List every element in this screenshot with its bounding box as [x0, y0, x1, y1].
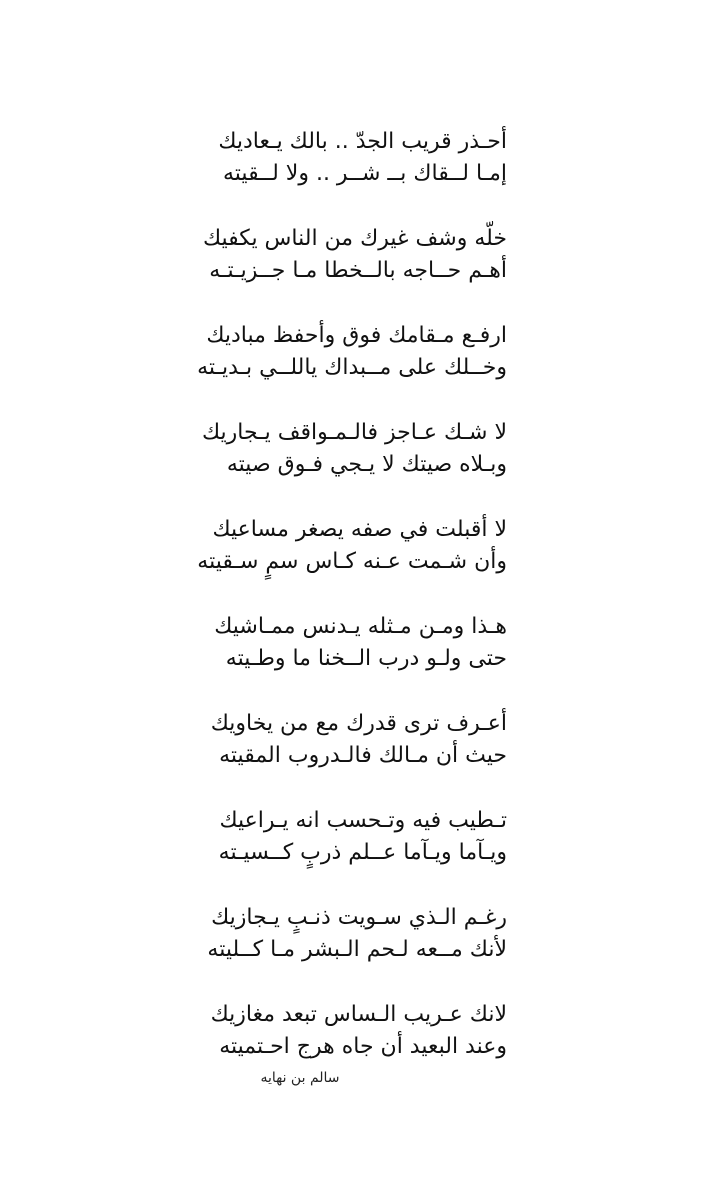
verse-line: وعند البعيد أن جاه هرج احـتميته — [219, 1034, 507, 1059]
stanza-7 — [187, 708, 507, 772]
verse-line: أحـذر قريب الجدّ .. بالك يـعاديك — [218, 129, 507, 154]
verse-line: وبـلاه صيتك لا يـجي فـوق صيته — [226, 452, 507, 477]
verse-line: إمـا لــقاك بــ شــر .. ولا لــقيته — [223, 161, 507, 186]
stanza-4 — [187, 417, 507, 481]
verse-line: حيث أن مـالك فالـدروب المقيته — [219, 743, 507, 768]
verse-line: رغـم الـذي سـويت ذنـبٍ يـجازيك — [211, 905, 507, 930]
verse-line: هـذا ومـن مـثله يـدنس ممـاشيك — [214, 614, 507, 639]
stanza-5 — [187, 514, 507, 578]
verse-line: وخــلك على مــبداك ياللــي بـديـته — [197, 355, 507, 380]
verse-line: ارفـع مـقامك فوق وأحفظ مباديك — [206, 323, 507, 348]
stanza-10 — [187, 999, 507, 1063]
poet-signature: سالم بن نهايه — [260, 1070, 340, 1086]
verse-line: أهـم حــاجه بالــخطا مـا جــزيـتـه — [209, 258, 507, 283]
stanza-2 — [187, 223, 507, 287]
verse-line: خلّه وشف غيرك من الناس يكفيك — [202, 226, 507, 251]
stanza-6 — [187, 611, 507, 675]
verse-line: أعـرف ترى قدرك مع من يخاويك — [210, 711, 507, 736]
verse-line: تـطيب فيه وتـحسب انه يـراعيك — [219, 808, 507, 833]
verse-line: حتى ولـو درب الــخنا ما وطـيته — [225, 646, 507, 671]
verse-line: لانك عـريب الـساس تبعد مغازيك — [210, 1002, 507, 1027]
verse-line: لا شـك عـاجز فالـمـواقف يـجاريك — [201, 420, 507, 445]
verse-line: وأن شـمت عـنه كـاس سمٍ سـقيته — [197, 549, 507, 574]
verse-line: لا أقبلت في صفه يصغر مساعيك — [212, 517, 507, 542]
verse-line: ويـآما ويـآما عــلم ذربٍ كــسيـته — [218, 840, 507, 865]
verse-line: لأنك مــعه لـحم الـبشر مـا كــليته — [207, 937, 507, 962]
stanza-1 — [187, 126, 507, 190]
stanza-9 — [187, 902, 507, 966]
poem — [187, 126, 507, 1096]
stanza-8 — [187, 805, 507, 869]
stanza-3 — [187, 320, 507, 384]
